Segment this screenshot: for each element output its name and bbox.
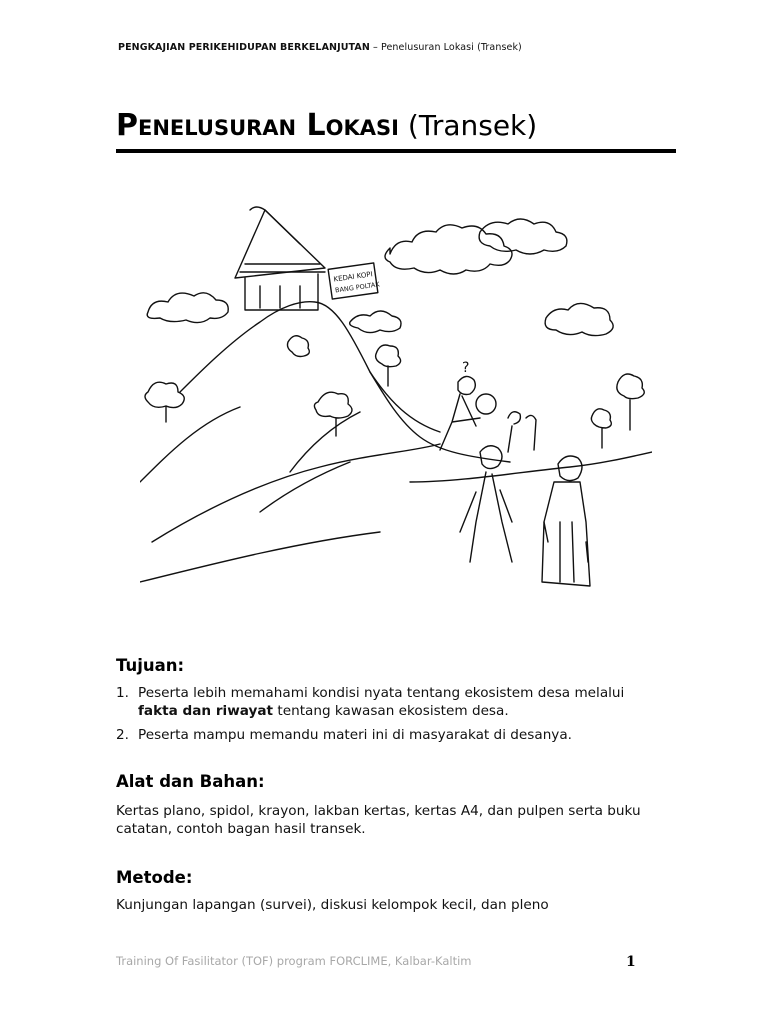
tujuan-list bbox=[116, 684, 656, 750]
hill bbox=[140, 302, 652, 582]
running-header-rest: – Penelusuran Lokasi (Transek) bbox=[369, 42, 522, 53]
transect-illustration bbox=[140, 182, 652, 604]
footer-text: Training Of Fasilitator (TOF) program FORCLIME, Kalbar-Kaltim bbox=[116, 954, 472, 968]
title-rule bbox=[116, 149, 676, 153]
page-title-main: Penelusuran Lokasi bbox=[116, 108, 399, 143]
hut-sign-line2: BANG POLTAK bbox=[334, 280, 381, 295]
page-title bbox=[116, 108, 537, 143]
svg-text:?: ? bbox=[462, 360, 470, 376]
tujuan-item-bold: fakta dan riwayat bbox=[138, 703, 274, 719]
metode-text: Kunjungan lapangan (survei), diskusi kelompok kecil, dan pleno bbox=[116, 897, 549, 913]
running-header-strong: PENGKAJIAN PERIKEHIDUPAN BERKELANJUTAN bbox=[118, 42, 370, 53]
page-number: 1 bbox=[626, 954, 636, 970]
tujuan-item-text: Peserta mampu memandu materi ini di masyarakat di desanya. bbox=[138, 727, 573, 743]
tujuan-heading: Tujuan: bbox=[116, 656, 185, 675]
tujuan-item-text: Peserta lebih memahami kondisi nyata tentang ekosistem desa melalui bbox=[138, 685, 625, 701]
hut-sign-line1: KEDAI KOPI bbox=[333, 270, 374, 284]
tujuan-item-1 bbox=[116, 684, 656, 720]
alat-text: Kertas plano, spidol, krayon, lakban kertas, kertas A4, dan pulpen serta buku catatan, contoh bagan hasil transek. bbox=[116, 803, 641, 837]
tujuan-item-number: 1. bbox=[116, 685, 129, 701]
tujuan-item-2 bbox=[116, 726, 656, 744]
tujuan-item-text: tentang kawasan ekosistem desa. bbox=[273, 703, 509, 719]
running-header bbox=[118, 42, 522, 53]
tujuan-item-number: 2. bbox=[116, 727, 129, 743]
trees bbox=[145, 336, 644, 448]
clouds bbox=[147, 219, 613, 336]
metode-heading: Metode: bbox=[116, 868, 193, 887]
alat-heading: Alat dan Bahan: bbox=[116, 772, 265, 791]
coffee-hut bbox=[235, 207, 381, 310]
page-title-paren: (Transek) bbox=[407, 109, 538, 142]
